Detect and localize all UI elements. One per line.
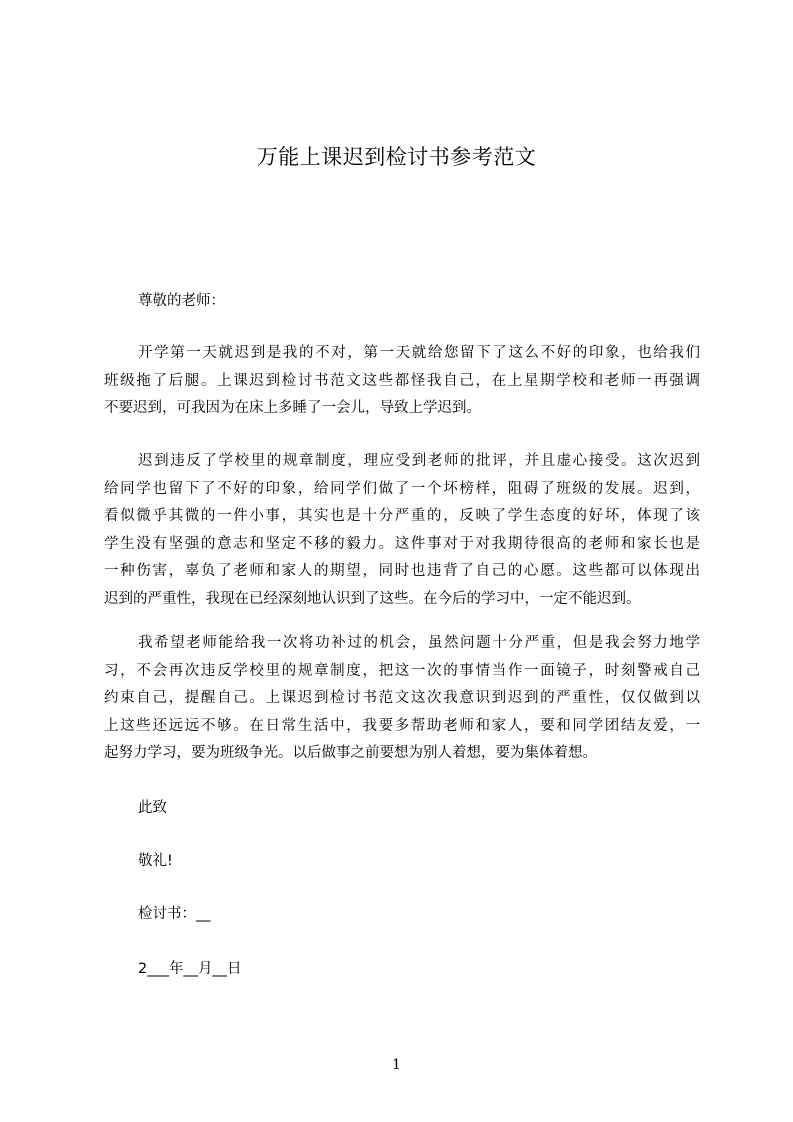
date-line: 2___年__月__日 xyxy=(138,961,242,977)
paragraph-line: 给同学也留下了不好的印象，给同学们做了一个坏榜样，阻碍了班级的发展。迟到， xyxy=(104,480,700,497)
closing-salute: 敬礼! xyxy=(138,853,173,869)
paragraph-line: 上这些还远远不够。在日常生活中，我要多帮助老师和家人，要和同学团结友爱，一 xyxy=(104,717,700,734)
paragraph-line: 迟到的严重性，我现在已经深刻地认识到了这些。在今后的学习中，一定不能迟到。 xyxy=(104,590,641,607)
paragraph-line: 一种伤害，辜负了老师和家人的期望，同时也违背了自己的心愿。这些都可以体现出 xyxy=(104,563,700,580)
paragraph-line: 习，不会再次违反学校里的规章制度，把这一次的事情当作一面镜子，时刻警戒自己 xyxy=(104,662,700,679)
body-paragraph-3 xyxy=(104,630,700,768)
body-paragraph-2 xyxy=(104,448,700,614)
paragraph-line: 我希望老师能给我一次将功补过的机会，虽然问题十分严重，但是我会努力地学 xyxy=(138,635,700,651)
paragraph-line: 不要迟到，可我因为在床上多睡了一会儿，导致上学迟到。 xyxy=(104,400,481,417)
paragraph-line: 起努力学习，要为班级争光。以后做事之前要想为别人着想，要为集体着想。 xyxy=(104,745,597,762)
paragraph-line: 迟到违反了学校里的规章制度，理应受到老师的批评，并且虚心接受。这次迟到 xyxy=(138,453,700,469)
page-title: 万能上课迟到检讨书参考范文 xyxy=(256,145,537,169)
paragraph-line: 看似微乎其微的一件小事，其实也是十分严重的，反映了学生态度的好坏，体现了该 xyxy=(104,508,700,525)
salutation: 尊敬的老师： xyxy=(138,293,225,309)
paragraph-line: 约束自己，提醒自己。上课迟到检讨书范文这次我意识到迟到的严重性，仅仅做到以 xyxy=(104,690,700,707)
paragraph-line: 开学第一天就迟到是我的不对，第一天就给您留下了这么不好的印象，也给我们 xyxy=(138,345,700,361)
closing-greeting: 此致 xyxy=(138,800,167,816)
page-number: 1 xyxy=(392,1057,401,1073)
paragraph-line: 学生没有坚强的意志和坚定不移的毅力。这件事对于对我期待很高的老师和家长也是 xyxy=(104,535,700,552)
signature-line: 检讨书：__ xyxy=(138,906,211,922)
body-paragraph-1 xyxy=(104,340,700,423)
paragraph-line: 班级拖了后腿。上课迟到检讨书范文这些都怪我自己，在上星期学校和老师一再强调 xyxy=(104,372,700,389)
